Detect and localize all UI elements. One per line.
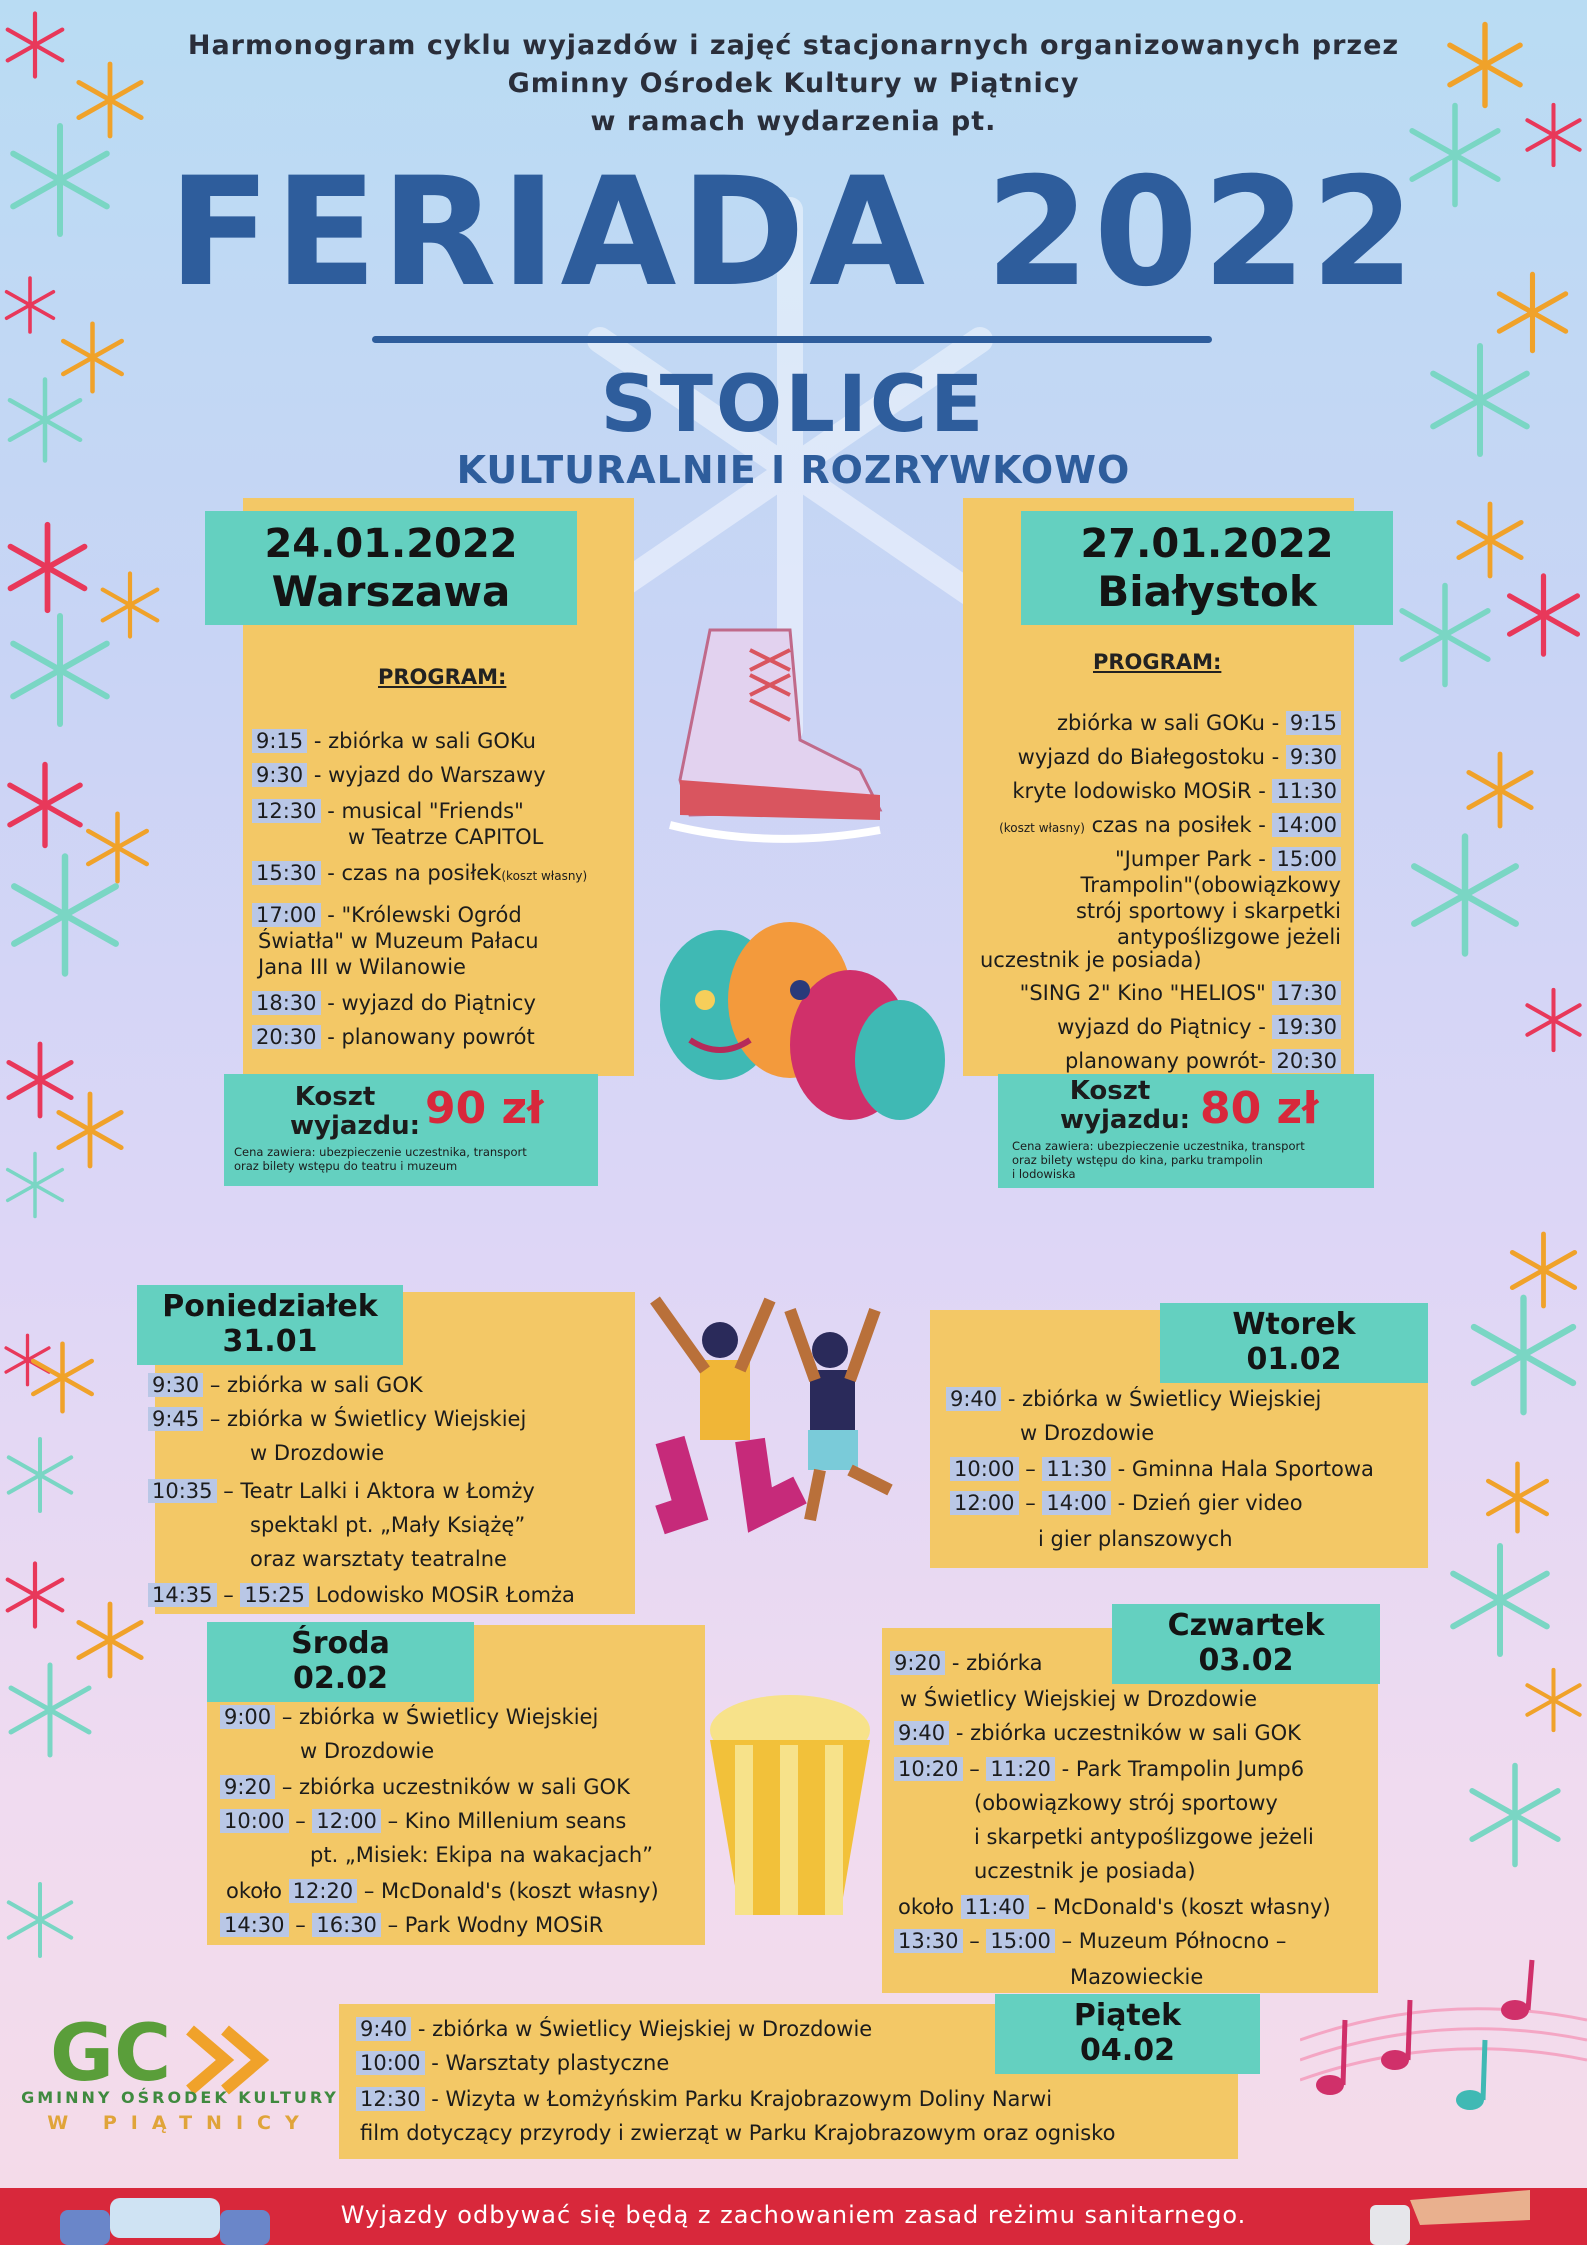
trip1-row: 17:00 - "Królewski Ogród	[252, 902, 522, 928]
trip1-row-cont: Jana III w Wilanowie	[258, 955, 466, 979]
snowflake-icon	[1500, 570, 1587, 660]
tuesday-date: 01.02	[1246, 1342, 1342, 1377]
snowflake-icon	[0, 1860, 80, 1980]
subtitle: STOLICE	[600, 360, 987, 450]
snowflake-icon	[0, 1410, 80, 1540]
tuesday-row: 10:00 – 11:30 - Gminna Hala Sportowa	[950, 1456, 1374, 1482]
ice-skate-icon	[650, 620, 890, 850]
monday-row: 10:35 – Teatr Lalki i Aktora w Łomży	[148, 1478, 535, 1504]
thursday-row-cont: uczestnik je posiada)	[974, 1859, 1196, 1883]
popcorn-icon	[700, 1690, 880, 1920]
trip2-date: 27.01.2022	[1080, 521, 1334, 567]
wednesday-header	[207, 1622, 474, 1702]
friday-header	[995, 1994, 1260, 2074]
footer-text: Wyjazdy odbywać się będą z zachowaniem zasad reżimu sanitarnego.	[340, 2201, 1247, 2229]
trip1-row: 12:30 - musical "Friends"	[252, 798, 524, 824]
trip1-row: 9:30 - wyjazd do Warszawy	[252, 762, 546, 788]
snowflake-icon	[0, 760, 90, 850]
friday-row: 10:00 - Warsztaty plastyczne	[356, 2050, 669, 2076]
trip1-cost-note: Cena zawiera: ubezpieczenie uczestnika, transport oraz bilety wstępu do teatru i muzeum	[234, 1145, 527, 1173]
wednesday-row: 9:00 – zbiórka w Świetlicy Wiejskiej	[220, 1704, 598, 1730]
snowflake-icon	[1450, 500, 1530, 580]
trip2-cost-note: Cena zawiera: ubezpieczenie uczestnika, transport oraz bilety wstępu do kina, parku trampolin i lodowiska	[1012, 1139, 1305, 1181]
wednesday-row: 9:20 – zbiórka uczestników w sali GOK	[220, 1774, 630, 1800]
trip1-city: Warszawa	[271, 567, 511, 616]
thursday-row: 10:20 – 11:20 - Park Trampolin Jump6	[894, 1756, 1304, 1782]
thursday-row-cont: Mazowieckie	[1070, 1965, 1204, 1989]
monday-row: 9:30 – zbiórka w sali GOK	[148, 1372, 423, 1398]
snowflake-icon	[1400, 830, 1530, 960]
wednesday-row-cont: pt. „Misiek: Ekipa na wakacjach”	[310, 1843, 654, 1867]
thursday-row-cont: (obowiązkowy strój sportowy	[974, 1791, 1278, 1815]
tuesday-row: 12:00 – 14:00 - Dzień gier video	[950, 1490, 1303, 1516]
friday-date: 04.02	[1080, 2033, 1175, 2068]
snowflake-icon	[1460, 1760, 1570, 1870]
snowflake-icon	[0, 610, 120, 730]
wednesday-date: 02.02	[293, 1661, 388, 1696]
thursday-row: 9:20 - zbiórka	[890, 1650, 1042, 1676]
snowflake-icon	[0, 520, 95, 615]
wednesday-row: 10:00 – 12:00 – Kino Millenium seans	[220, 1808, 626, 1834]
trip2-row: wyjazd do Białegostoku - 9:30	[1018, 744, 1341, 770]
monday-header	[137, 1285, 403, 1365]
gok-logo-place: W PIĄTNICY	[47, 2112, 313, 2134]
trip1-row-cont: Światła" w Muzeum Pałacu	[258, 929, 539, 953]
trip2-row: zbiórka w sali GOKu - 9:15	[1057, 710, 1341, 736]
trip2-row: wyjazd do Piątnicy - 19:30	[1057, 1014, 1341, 1040]
trip2-program-label: PROGRAM:	[1093, 650, 1222, 674]
trip1-row: 18:30 - wyjazd do Piątnicy	[252, 990, 536, 1016]
trip2-cost-value: 80 zł	[1200, 1083, 1319, 1134]
trip2-city: Białystok	[1097, 567, 1317, 616]
snowflake-icon	[25, 1340, 100, 1415]
trip1-cost-label: Koszt wyjazdu:	[290, 1082, 421, 1141]
thursday-row-cont: i skarpetki antypoślizgowe jeżeli	[974, 1825, 1314, 1849]
trip1-row: 20:30 - planowany powrót	[252, 1024, 535, 1050]
tuesday-row: 9:40 - zbiórka w Świetlicy Wiejskiej	[946, 1386, 1321, 1412]
trip2-row: kryte lodowisko MOSiR - 11:30	[1012, 778, 1341, 804]
thursday-day: Czwartek	[1167, 1608, 1325, 1643]
trip2-row: "SING 2" Kino "HELIOS" 17:30	[1020, 980, 1341, 1006]
monday-row-cont: w Drozdowie	[250, 1441, 385, 1465]
tuesday-day: Wtorek	[1232, 1307, 1356, 1342]
trip2-header	[1021, 511, 1393, 625]
snowflake-icon	[0, 1560, 70, 1630]
monday-row: 9:45 – zbiórka w Świetlicy Wiejskiej	[148, 1406, 526, 1432]
monday-date: 31.01	[222, 1324, 318, 1359]
gok-logo-name: GMINNY OŚRODEK KULTURY	[21, 2088, 339, 2107]
thursday-row-cont: w Świetlicy Wiejskiej w Drozdowie	[900, 1687, 1258, 1711]
thursday-date: 03.02	[1198, 1643, 1294, 1678]
thursday-row: około 11:40 – McDonald's (koszt własny)	[898, 1895, 1331, 1919]
snowflake-icon	[1390, 580, 1500, 690]
wednesday-row: około 12:20 – McDonald's (koszt własny)	[226, 1879, 659, 1903]
friday-row: 9:40 - zbiórka w Świetlicy Wiejskiej w Drozdowie	[356, 2016, 872, 2042]
snowflake-icon	[1460, 1290, 1587, 1420]
snowflake-icon	[0, 1650, 100, 1770]
trip2-row: planowany powrót- 20:30	[1065, 1048, 1341, 1074]
thursday-row: 9:40 - zbiórka uczestników w sali GOK	[894, 1720, 1301, 1746]
tuesday-row-cont: i gier planszowych	[1038, 1527, 1233, 1551]
music-notes-icon	[1300, 1950, 1587, 2150]
wednesday-day: Środa	[291, 1626, 390, 1661]
trip1-row: 15:30 - czas na posiłek(koszt własny)	[252, 860, 587, 886]
wednesday-row: 14:30 – 16:30 – Park Wodny MOSiR	[220, 1912, 603, 1938]
friday-day: Piątek	[1073, 1998, 1182, 2033]
snowflake-icon	[0, 1120, 70, 1250]
thursday-header	[1112, 1604, 1380, 1684]
monday-day: Poniedziałek	[162, 1289, 378, 1324]
trip2-row-cont: antypoślizgowe jeżeli	[1117, 925, 1341, 949]
trip2-row: "Jumper Park - 15:00	[1115, 846, 1341, 872]
snowflake-icon	[0, 850, 130, 980]
trip2-row: (koszt własny) czas na posiłek - 14:00	[999, 812, 1341, 838]
trip1-header	[205, 511, 577, 625]
trip1-date: 24.01.2022	[264, 521, 518, 567]
thursday-row: 13:30 – 15:00 – Muzeum Północno –	[894, 1928, 1286, 1954]
snowflake-icon	[1520, 980, 1587, 1060]
trip1-cost-value: 90 zł	[425, 1083, 544, 1134]
wednesday-row-cont: w Drozdowie	[300, 1739, 435, 1763]
monday-row: 14:35 – 15:25 Lodowisko MOSiR Łomża	[148, 1582, 575, 1608]
friday-row: 12:30 - Wizyta w Łomżyńskim Parku Krajobrazowym Doliny Narwi	[356, 2086, 1052, 2112]
monday-row-cont: spektakl pt. „Mały Książę”	[250, 1513, 526, 1537]
snowflake-icon	[1520, 1660, 1587, 1740]
subtitle-2: KULTURALNIE I ROZRYWKOWO	[456, 448, 1131, 492]
page-title: FERIADA 2022	[168, 146, 1419, 320]
svg-text:GC: GC	[50, 2010, 172, 2099]
trip2-cost-label: Koszt wyjazdu:	[1060, 1076, 1191, 1135]
trip2-row-cont: Trampolin"(obowiązkowy	[1080, 873, 1341, 897]
friday-row-cont: film dotyczący przyrody i zwierząt w Parku Krajobrazowym oraz ognisko	[360, 2121, 1116, 2145]
header-line-1: Harmonogram cyklu wyjazdów i zajęć stacjonarnych organizowanych przez	[187, 30, 1400, 61]
trip2-row-cont: strój sportowy i skarpetki	[1075, 899, 1341, 923]
snowflake-icon	[1460, 750, 1540, 830]
tuesday-header	[1160, 1303, 1428, 1383]
trip1-row: 9:15 - zbiórka w sali GOKu	[252, 728, 536, 754]
snowflake-icon	[1480, 1460, 1555, 1535]
trip1-row-cont: w Teatrze CAPITOL	[348, 825, 544, 849]
snowflake-icon	[1440, 1540, 1560, 1660]
trip1-program-label: PROGRAM:	[378, 665, 507, 689]
header-line-2: Gminny Ośrodek Kultury w Piątnicy	[507, 68, 1080, 99]
jumping-people-icon	[610, 1290, 940, 1580]
monday-row-cont: oraz warsztaty teatralne	[250, 1547, 507, 1571]
header-line-3: w ramach wydarzenia pt.	[590, 106, 997, 137]
title-underline	[372, 336, 1212, 343]
theater-masks-icon	[650, 920, 950, 1130]
trip2-row-cont: uczestnik je posiada)	[980, 948, 1202, 972]
tuesday-row-cont: w Drozdowie	[1020, 1421, 1155, 1445]
